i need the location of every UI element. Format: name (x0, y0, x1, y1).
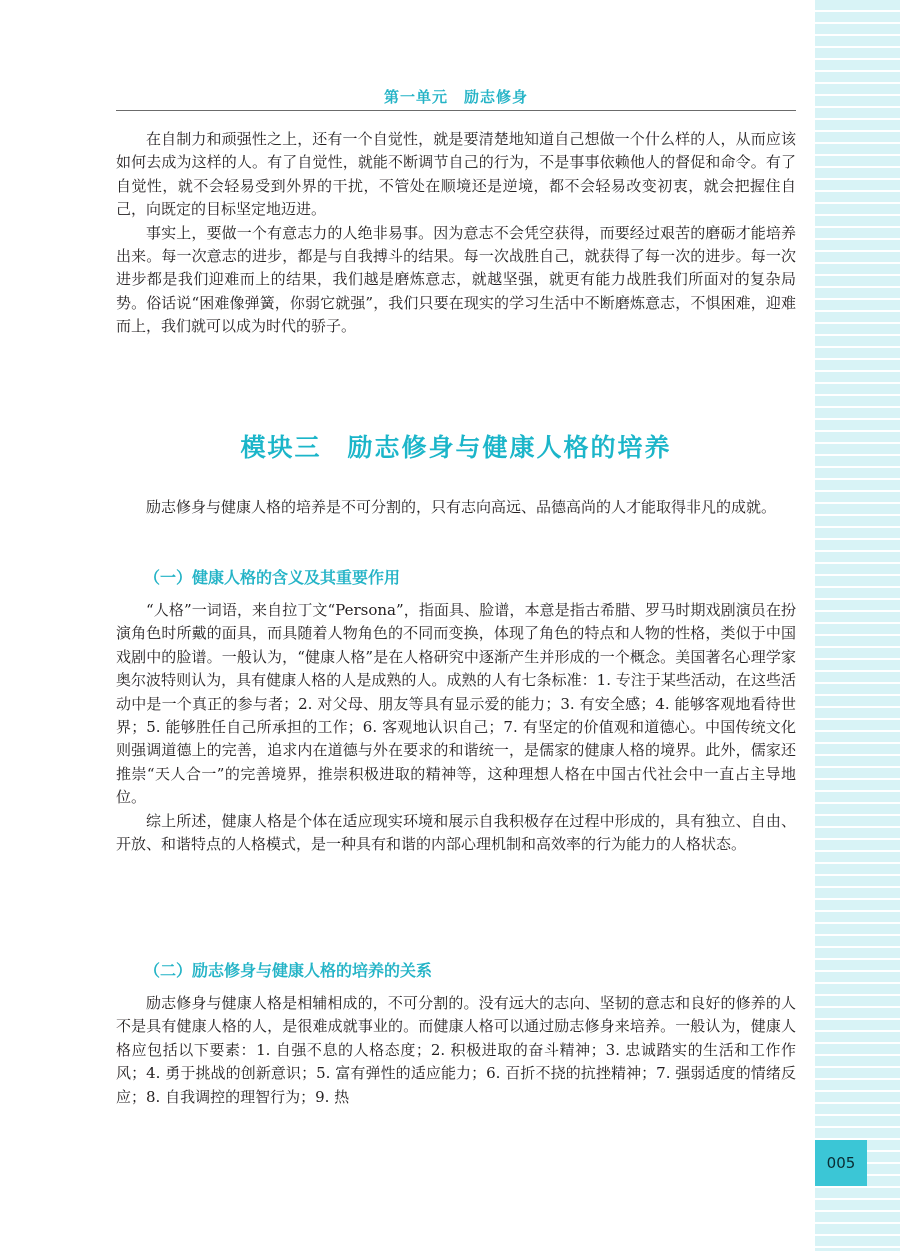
module-number: 模块三 (240, 433, 322, 462)
header-rule (116, 110, 796, 111)
module-heading (116, 428, 796, 464)
module-intro-block (116, 496, 796, 519)
page-number: 005 (815, 1140, 867, 1186)
section2-body (116, 992, 796, 1109)
module-title: 励志修身与健康人格的培养 (347, 433, 672, 462)
running-header: 第一单元 励志修身 (383, 88, 528, 106)
paragraph: 在自制力和顽强性之上，还有一个自觉性，就是要清楚地知道自己想做一个什么样的人，从而应该如何去成为这样的人。有了自觉性，就能不断调节自己的行为，不是事事依赖他人的督促和命令。有了自觉性，就不会轻易受到外界的干扰，不管处在顺境还是逆境，都不会轻易改变初衷，就会把握住自己，向既定的目标坚定地迈进。 (116, 130, 796, 219)
section-heading: （二）励志修身与健康人格的培养的关系 (144, 961, 433, 980)
paragraph: 励志修身与健康人格的培养是不可分割的，只有志向高远、品德高尚的人才能取得非凡的成就。 (146, 498, 777, 516)
side-decorative-stripe (815, 0, 900, 1251)
paragraph: 事实上，要做一个有意志力的人绝非易事。因为意志不会凭空获得，而要经过艰苦的磨砺才能培养出来。每一次意志的进步，都是与自我搏斗的结果。每一次战胜自己，就获得了每一次的进步。每一次进步都是我们迎难而上的结果，我们越是磨炼意志，就越坚强，就更有能力战胜我们所面对的复杂局势。俗话说“困难像弹簧，你弱它就强”，我们只要在现实的学习生活中不断磨炼意志，不惧困难，迎难而上，我们就可以成为时代的骄子。 (116, 223, 796, 336)
section-heading: （一）健康人格的含义及其重要作用 (144, 568, 401, 587)
intro-block (116, 128, 796, 339)
section1-body (116, 599, 796, 856)
paragraph: “人格”一词语，来自拉丁文“Persona”，指面具、脸谱，本意是指古希腊、罗马时期戏剧演员在扮演角色时所戴的面具，而具随着人物角色的不同而变换，体现了角色的特点和人物的性格，类似于中国戏剧中的脸谱。一般认为，“健康人格”是在人格研究中逐渐产生并形成的一个概念。美国著名心理学家奥尔波特则认为，具有健康人格的人是成熟的人。成熟的人有七条标准：1. 专注于某些活动，在这些活动中是一个真正的参与者；2. 对父母、朋友等具有显示爱的能力；3. 有安全感；4. 能够客观地看待世界；5. 能够胜任自己所承担的工作；6. 客观地认识自己；7. 有坚定的价值观和道德心。中国传统文化则强调道德上的完善，追求内在道德与外在要求的和谐统一，是儒家的健康人格的境界。此外，儒家还推崇“天人合一”的完善境界，推崇积极进取的精神等，这种理想人格在中国古代社会中一直占主导地位。 (116, 601, 796, 807)
paragraph: 综上所述，健康人格是个体在适应现实环境和展示自我积极存在过程中形成的，具有独立、自由、开放、和谐特点的人格模式，是一种具有和谐的内部心理机制和高效率的行为能力的人格状态。 (116, 811, 796, 854)
paragraph: 励志修身与健康人格是相辅相成的，不可分割的。没有远大的志向、坚韧的意志和良好的修养的人不是具有健康人格的人，是很难成就事业的。而健康人格可以通过励志修身来培养。一般认为，健康人格应包括以下要素：1. 自强不息的人格态度；2. 积极进取的奋斗精神；3. 忠诚踏实的生活和工作作风；4. 勇于挑战的创新意识；5. 富有弹性的适应能力；6. 百折不挠的抗挫精神；7. 强弱适度的情绪反应；8. 自我调控的理智行为；9. 热 (116, 994, 796, 1106)
